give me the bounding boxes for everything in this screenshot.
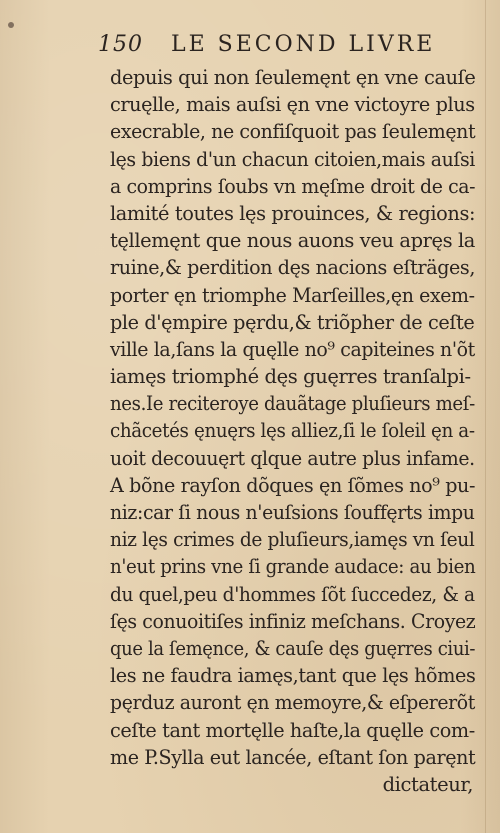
text-line: cruęlle, mais auſsi ęn vne victoyre plus	[110, 93, 475, 117]
text-line: n'eut prins vne ſi grande audace: au bien	[110, 555, 476, 579]
text-line: tęllemęnt que nous auons veu apręs la	[110, 229, 476, 253]
text-line: a comprins ſoubs vn męſme droit de ca-	[110, 174, 476, 198]
text-line: du quel,peu d'hommes ſõt ſuccedez, & a	[110, 582, 475, 606]
book-title: LE SECOND LIVRE	[171, 32, 436, 57]
text-line: niz:car ſi nous n'euſsions ſouffęrts impu	[110, 501, 475, 524]
text-line: execrable, ne confiſquoit pas ſeulemęnt	[110, 120, 476, 144]
text-line: uoit decouuęrt qlque autre plus infame.	[110, 446, 475, 470]
text-line: me P.Sylla eut lancée, eſtant ſon paręnt	[110, 745, 476, 769]
text-line: que la ſemęnce, & cauſe dęs guęrres ciui-	[110, 636, 476, 660]
text-line: lamité toutes lęs prouinces, & regions:	[110, 201, 476, 225]
text-line: ſęs conuoitiſes infiniz meſchans. Croyez	[110, 609, 476, 633]
text-line: depuis qui non ſeulemęnt ęn vne cauſe	[110, 66, 476, 89]
text-line: ple d'ęmpire pęrdu,& triõpher de ceſte	[110, 310, 475, 334]
text-line: iamęs triomphé dęs guęrres tranſalpi-	[110, 365, 471, 389]
running-head	[98, 30, 478, 60]
page-fold-shadow	[485, 0, 486, 833]
text-line: pęrduz auront ęn memoyre,& eſpererõt	[110, 691, 475, 715]
text-block	[110, 64, 475, 798]
text-line: les ne faudra iamęs,tant que lęs hõmes	[110, 664, 476, 688]
text-line: porter ęn triomphe Marſeilles,ęn exem-	[110, 283, 475, 307]
text-line: A bõne rayſon dõques ęn ſõmes no⁹ pu-	[110, 473, 476, 497]
text-line: ruine,& perdition dęs nacions eſträges,	[110, 256, 476, 280]
ink-spot	[8, 22, 14, 28]
text-line: ville la,ſans la quęlle no⁹ capiteines n'õt	[110, 337, 475, 361]
text-line: ceſte tant mortęlle haſte,la quęlle com-	[110, 718, 475, 742]
page-number: 150	[98, 32, 143, 57]
text-line: nes.Ie reciteroye dauãtage pluſieurs meſ-	[110, 392, 475, 416]
text-line: lęs biens d'un chacun citoien,mais auſsi	[110, 147, 475, 171]
text-line-catchword: dictateur,	[382, 772, 473, 796]
text-line: chãcetés ęnuęrs lęs alliez,ſi le ſoleil ęn a-	[110, 419, 475, 443]
text-line: niz lęs crimes de pluſieurs,iamęs vn ſeul	[110, 528, 475, 552]
